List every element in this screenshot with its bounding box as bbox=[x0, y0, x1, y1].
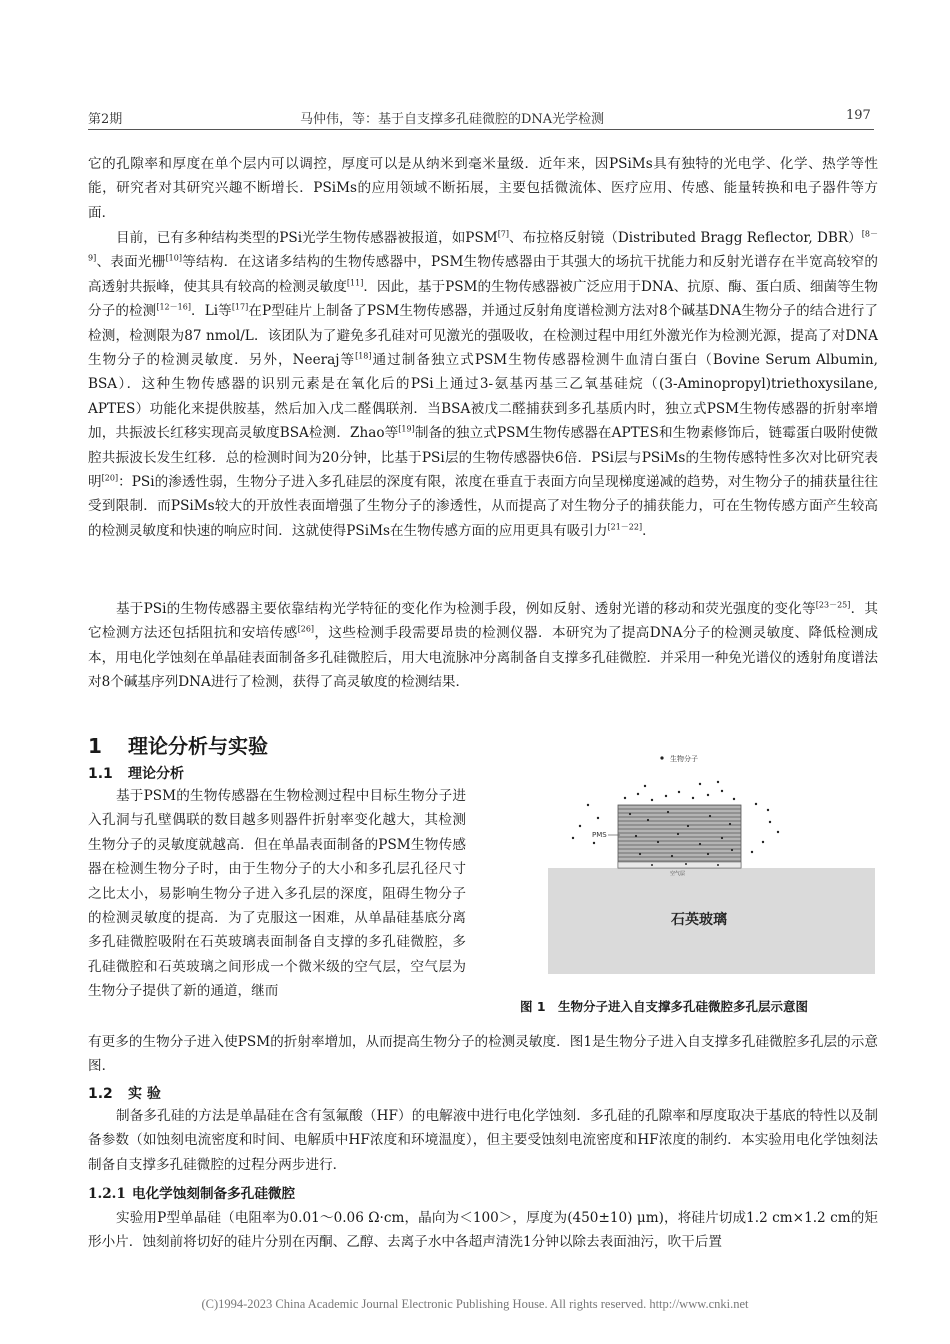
citation-ref: [18] bbox=[355, 351, 372, 361]
citation-ref: [26] bbox=[297, 624, 315, 634]
text-run: 基于PSi的生物传感器主要依靠结构光学特征的变化作为检测手段，例如反射、透射光谱的移动和荧光强度的变化等 bbox=[116, 601, 816, 617]
citation-ref: [17] bbox=[231, 302, 249, 312]
text-run: 通过制备独立式PSM生物传感器检测牛血清白蛋白（Bovine Serum Albumin, BSA）．这种生物传感器的识别元素是在氧化后的PSi上通过3-氨基丙基三乙氧基硅烷（(3-Aminopropyl)triethoxysilane, APTES）功能化来提供胺基，然后加入戊二醛偶联剂．当BSA被戊二醛捕获到多孔基质内时，独立式PSM生物传感器的折射率增加，共振波长红移实现高灵敏度BSA检测．Zhao等 bbox=[88, 352, 878, 442]
section-1-1-title: 理论分析 bbox=[128, 766, 184, 782]
paragraph-1: 它的孔隙率和厚度在单个层内可以调控，厚度可以是从纳米到毫米量级．近年来，因PSiMs具有独特的光电学、化学、热学等性能，研究者对其研究兴趣不断增长．PSiMs的应用领域不断拓展，主要包括微流体、医疗应用、传感、能量转换和电子器件等方面． bbox=[88, 156, 878, 221]
paragraph-5: 制备多孔硅的方法是单晶硅在含有氢氟酸（HF）的电解液中进行电化学蚀刻．多孔硅的孔隙率和厚度取决于基底的特性以及制备参数（如蚀刻电流密度和时间、电解质中HF浓度和环境温度），但主要受蚀刻电流密度和HF浓度的制约．本实验用电化学蚀刻法制备自支撑多孔硅微腔的过程分两步进行． bbox=[88, 1108, 878, 1173]
paragraph-4-narrow: 基于PSM的生物传感器在生物检测过程中目标生物分子进入孔洞与孔壁偶联的数目越多则器件折射率变化越大，其检测生物分子的灵敏度就越高．但在单晶表面制备的PSM生物传感器在检测生物分子时，由于生物分子的大小和多孔层孔径尺寸之比太小，易影响生物分子进入多孔层的深度，阻碍生物分子的检测灵敏度的提高．为了克服这一困难，从单晶硅基底分离多孔硅微腔吸附在石英玻璃表面制备自支撑的多孔硅微腔，多孔硅微腔和石英玻璃之间形成一个微米级的空气层，空气层为生物分子提供了新的通道，继而 bbox=[88, 788, 466, 1000]
section-1-1-number: 1.1 bbox=[88, 766, 113, 782]
text-run: ．Li等 bbox=[190, 303, 232, 320]
citation-ref: [11] bbox=[346, 278, 364, 288]
figure-1 bbox=[548, 748, 875, 974]
air-layer bbox=[618, 862, 741, 868]
citation-ref: [23－25] bbox=[815, 600, 851, 610]
paragraph-6: 实验用P型单晶硅（电阻率为0.01～0.06 Ω·cm，晶向为＜100＞，厚度为(450±10) μm)，将硅片切成1.2 cm×1.2 cm的矩形小片．蚀刻前将切好的硅片分别在丙酮、乙醇、去离子水中各超声清洗1分钟以除去表面油污，吹干后置 bbox=[88, 1210, 878, 1251]
text-run: 在P型硅片上制备了PSM生物传感器，并通过反射角度谱检测方法对8个碱基DNA生物分子的结合进行了检测，检测限为87 nmol/L．该团队为了避免多孔硅对可见激光的强吸收，在检测过程中用红外激光作为检测光源，提高了对DNA生物分子的检测灵敏度．另外，Neeraj等 bbox=[88, 303, 879, 369]
citation-ref: [21－22] bbox=[607, 522, 643, 532]
citation-ref: [8－9] bbox=[88, 229, 878, 263]
text-run: ，这些检测手段需要昂贵的检测仪器．本研究为了提高DNA分子的检测灵敏度、降低检测成本，用电化学蚀刻在单晶硅表面制备多孔硅微腔后，用大电流脉冲分离制备自支撑多孔硅微腔．并采用一种免光谱仪的透射角度谱法对8个碱基序列DNA进行了检测，获得了高灵敏度的检测结果． bbox=[88, 625, 879, 691]
figure-1-caption: 图 1 生物分子进入自支撑多孔硅微腔多孔层示意图 bbox=[520, 999, 809, 1014]
text-run: 等结构．在这诸多结构的生物传感器中，PSM生物传感器由于其强大的场抗干扰能力和反射光谱存在半宽高较窄的高透射共振峰，使其具有较高的检测灵敏度 bbox=[88, 254, 879, 295]
citation-ref: [20] bbox=[101, 473, 119, 483]
paragraph-2 bbox=[88, 226, 878, 543]
header-page-number: 197 bbox=[846, 108, 871, 123]
header-rule bbox=[88, 129, 874, 130]
paragraph-3 bbox=[88, 597, 878, 695]
text-run: ．因此，基于PSM的生物传感器被广泛应用于DNA、抗原、酶、蛋白质、细菌等生物分子的检测 bbox=[88, 278, 878, 320]
citation-ref: [10] bbox=[165, 253, 182, 263]
section-1-2-1-number: 1.2.1 bbox=[88, 1186, 126, 1202]
section-1-2-title: 实 验 bbox=[128, 1086, 161, 1102]
section-1-2-1-title: 电化学蚀刻制备多孔硅微腔 bbox=[132, 1186, 296, 1202]
pms-label: PMS bbox=[592, 831, 607, 839]
substrate-label: 石英玻璃 bbox=[671, 912, 727, 928]
citation-ref: [19] bbox=[398, 424, 415, 434]
text-run: ． bbox=[642, 522, 656, 539]
section-1-2-number: 1.2 bbox=[88, 1086, 113, 1102]
footer-copyright: (C)1994-2023 China Academic Journal Electronic Publishing House. All rights reserved. http://www.cnki.net bbox=[201, 1297, 749, 1311]
text-run: 、表面光栅 bbox=[96, 254, 166, 271]
section-1-2-1-heading bbox=[88, 1182, 295, 1202]
citation-ref: [7] bbox=[497, 229, 510, 239]
section-1-number: 1 bbox=[88, 734, 102, 758]
section-1-heading bbox=[88, 730, 268, 759]
paragraph-4-full: 有更多的生物分子进入使PSM的折射率增加，从而提高生物分子的检测灵敏度．图1是生物分子进入自支撑多孔硅微腔多孔层的示意图． bbox=[88, 1034, 878, 1075]
air-label: 空气层 bbox=[670, 871, 686, 877]
text-run: ．其它检测方法还包括阻抗和安培传感 bbox=[88, 601, 878, 642]
section-1-1-heading bbox=[88, 763, 184, 783]
text-run: 制备的独立式PSM生物传感器在APTES和生物素修饰后，链霉蛋白吸附使微腔共振波长发生红移．总的检测时间为20分钟，比基于PSi层的生物传感器快6倍．PSi层与PSiMs的生物传感特性多次对比研究表明 bbox=[88, 425, 878, 491]
figure-1-diagram bbox=[548, 748, 875, 974]
section-1-title: 理论分析与实验 bbox=[128, 734, 268, 758]
text-run: 目前，已有多种结构类型的PSi光学生物传感器被报道，如PSM bbox=[116, 230, 498, 246]
header-issue: 第2期 bbox=[88, 112, 123, 127]
legend-label: 生物分子 bbox=[670, 755, 698, 763]
section-1-2-heading bbox=[88, 1083, 161, 1103]
header-running-title: 马仲伟，等：基于自支撑多孔硅微腔的DNA光学检测 bbox=[300, 112, 605, 127]
text-run: ：PSi的渗透性弱，生物分子进入多孔硅层的深度有限，浓度在垂直于表面方向呈现梯度递减的趋势，对生物分子的捕获量往往受到限制．而PSiMs较大的开放性表面增强了生物分子的渗透性，从而提高了对生物分子的捕获能力，可在生物传感方面产生较高的检测灵敏度和快速的响应时间．这就使得PSiMs在生物传感方面的应用更具有吸引力 bbox=[88, 474, 878, 539]
text-run: 、布拉格反射镜（Distributed Bragg Reflector, DBR） bbox=[509, 230, 862, 246]
citation-ref: [12－16] bbox=[156, 302, 191, 312]
